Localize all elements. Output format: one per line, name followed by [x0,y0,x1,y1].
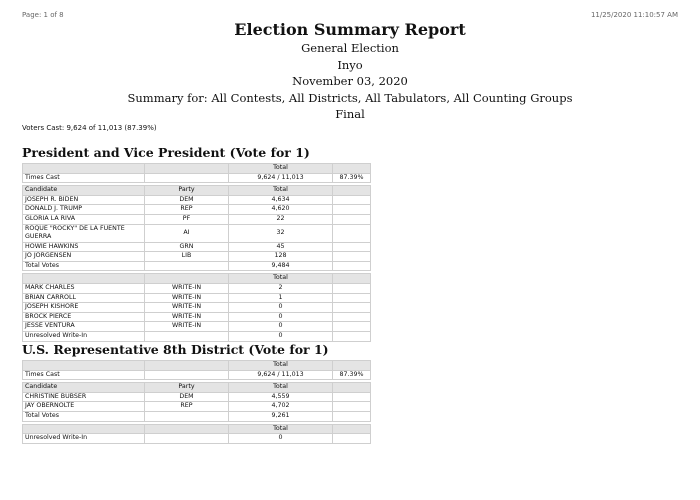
unresolved-value: 0 [229,331,333,341]
times-cast-row [23,173,371,183]
header-cell [333,361,371,371]
table-row [23,195,371,205]
summary-scope: Summary for: All Contests, All Districts, All Tabulators, All Counting Groups [127,90,573,105]
write-in-name: JESSE VENTURA [23,322,145,332]
candidate-total: 4,620 [229,205,333,215]
candidate-party: DEM [145,195,229,205]
empty-cell [145,331,229,341]
times-cast-percent: 87.39% [333,370,371,380]
write-in-party: WRITE-IN [145,312,229,322]
candidate-name: JAY OBERNOLTE [23,402,145,412]
candidate-total: 22 [229,214,333,224]
election-name: General Election [301,41,399,55]
candidate-total: 4,559 [229,392,333,402]
report-title: Election Summary Report [234,20,466,39]
candidate-total: 128 [229,252,333,262]
empty-cell [333,331,371,341]
empty-cell [145,261,229,271]
times-cast-percent: 87.39% [333,173,371,183]
header-cell [23,274,145,284]
empty-cell [333,261,371,271]
empty-cell [145,411,229,421]
empty-cell [333,195,371,205]
times-cast-table [22,360,371,444]
candidate-party: PF [145,214,229,224]
total-header: Total [229,383,333,393]
report-timestamp: 11/25/2020 11:10:57 AM [590,11,678,19]
empty-cell [145,434,229,444]
times-cast-value: 9,624 / 11,013 [229,370,333,380]
write-in-total: 0 [229,312,333,322]
write-in-name: BRIAN CARROLL [23,293,145,303]
candidate-header: Candidate [23,383,145,393]
times-cast-row [23,370,371,380]
candidate-party: AI [145,224,229,242]
party-header: Party [145,186,229,196]
write-in-name: JOSEPH KISHORE [23,303,145,313]
candidate-name: CHRISTINE BUBSER [23,392,145,402]
president-contest [22,145,372,342]
header-cell [23,424,145,434]
report-status: Final [335,107,365,121]
total-votes-value: 9,261 [229,411,333,421]
candidate-header: Candidate [23,186,145,196]
header-cell [145,274,229,284]
empty-cell [333,312,371,322]
unresolved-label: Unresolved Write-In [23,434,145,444]
write-in-row [23,312,371,322]
table-header-row [23,361,371,371]
write-in-party: WRITE-IN [145,293,229,303]
candidate-name: HOWIE HAWKINS [23,242,145,252]
empty-cell [333,242,371,252]
representative-contest [22,342,372,444]
write-in-total: 0 [229,303,333,313]
write-in-total: 2 [229,283,333,293]
total-votes-value: 9,484 [229,261,333,271]
header-cell [23,164,145,174]
write-in-row [23,322,371,332]
candidate-party: GRN [145,242,229,252]
total-votes-row [23,411,371,421]
candidate-name: ROQUE "ROCKY" DE LA FUENTE GUERRA [23,224,145,242]
empty-cell [333,214,371,224]
total-header: Total [229,186,333,196]
write-in-name: BROCK PIERCE [23,312,145,322]
empty-cell [333,322,371,332]
candidate-total: 4,634 [229,195,333,205]
report-header [0,20,700,123]
header-cell [333,164,371,174]
write-in-name: MARK CHARLES [23,283,145,293]
candidate-party: REP [145,205,229,215]
page-number: Page: 1 of 8 [22,11,64,19]
unresolved-row [23,331,371,341]
candidate-party: LIB [145,252,229,262]
table-row [23,242,371,252]
table-row [23,402,371,412]
unresolved-value: 0 [229,434,333,444]
candidate-total: 45 [229,242,333,252]
write-in-party: WRITE-IN [145,283,229,293]
empty-cell [333,434,371,444]
header-cell [333,424,371,434]
table-header-row [23,383,371,393]
contest-title: U.S. Representative 8th District (Vote for 1) [22,342,329,357]
total-header: Total [229,164,333,174]
total-header: Total [229,274,333,284]
candidate-name: JO JORGENSEN [23,252,145,262]
write-in-party: WRITE-IN [145,322,229,332]
write-in-total: 0 [229,322,333,332]
empty-cell [333,293,371,303]
header-cell [333,186,371,196]
write-in-row [23,283,371,293]
total-votes-label: Total Votes [23,411,145,421]
times-cast-label: Times Cast [23,370,145,380]
candidate-name: JOSEPH R. BIDEN [23,195,145,205]
times-cast-label: Times Cast [23,173,145,183]
header-cell [23,361,145,371]
empty-cell [333,411,371,421]
write-in-total: 1 [229,293,333,303]
table-row [23,214,371,224]
empty-cell [333,283,371,293]
contest-title: President and Vice President (Vote for 1) [22,145,310,160]
empty-cell [333,252,371,262]
times-cast-value: 9,624 / 11,013 [229,173,333,183]
total-header: Total [229,361,333,371]
write-in-row [23,293,371,303]
empty-cell [145,370,229,380]
empty-cell [333,224,371,242]
candidate-name: GLORIA LA RIVA [23,214,145,224]
table-row [23,252,371,262]
table-header-row [23,424,371,434]
write-in-party: WRITE-IN [145,303,229,313]
unresolved-label: Unresolved Write-In [23,331,145,341]
header-cell [333,383,371,393]
times-cast-table [22,163,371,342]
candidate-name: DONALD J. TRUMP [23,205,145,215]
candidate-total: 32 [229,224,333,242]
unresolved-row [23,434,371,444]
empty-cell [333,402,371,412]
candidate-total: 4,702 [229,402,333,412]
header-cell [145,361,229,371]
candidate-party: DEM [145,392,229,402]
table-header-row [23,164,371,174]
voters-cast-summary: Voters Cast: 9,624 of 11,013 (87.39%) [22,124,157,132]
table-header-row [23,274,371,284]
total-header: Total [229,424,333,434]
total-votes-label: Total Votes [23,261,145,271]
table-row [23,205,371,215]
county-name: Inyo [337,57,363,72]
total-votes-row [23,261,371,271]
table-header-row [23,186,371,196]
election-date: November 03, 2020 [292,74,408,88]
empty-cell [333,303,371,313]
table-row [23,392,371,402]
table-row [23,224,371,242]
write-in-row [23,303,371,313]
header-cell [145,424,229,434]
empty-cell [333,205,371,215]
candidate-party: REP [145,402,229,412]
empty-cell [145,173,229,183]
header-cell [145,164,229,174]
party-header: Party [145,383,229,393]
header-cell [333,274,371,284]
empty-cell [333,392,371,402]
